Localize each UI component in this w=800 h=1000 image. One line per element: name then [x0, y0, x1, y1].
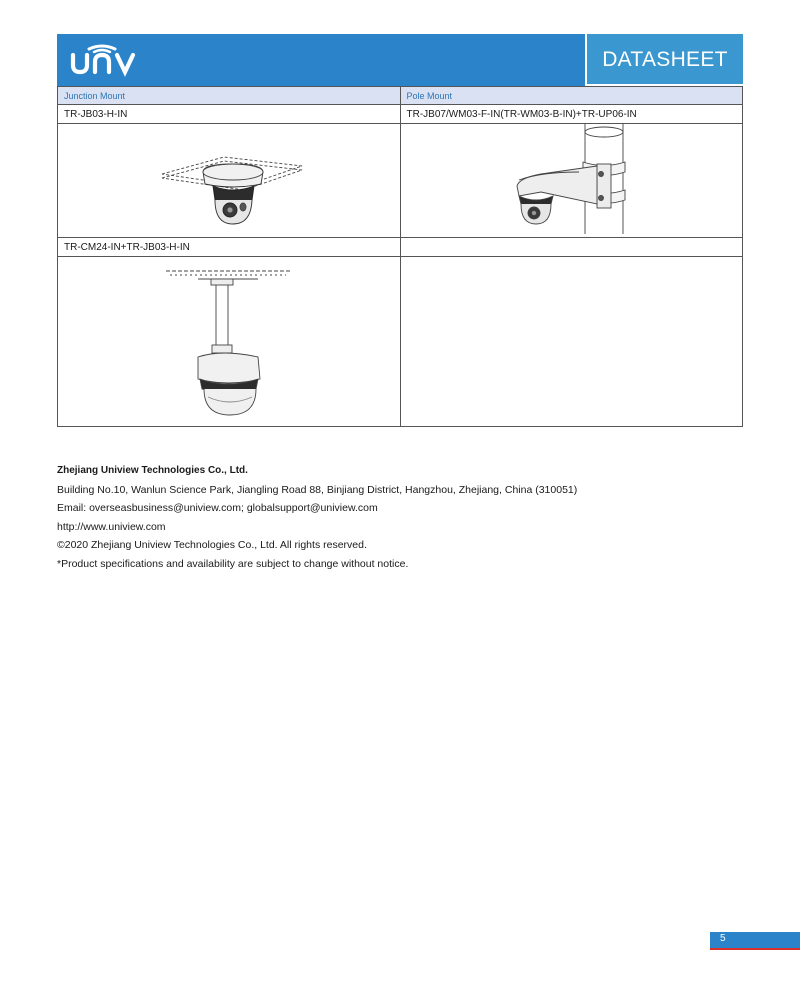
website-link[interactable]: http://www.uniview.com [57, 520, 166, 533]
datasheet-label: DATASHEET [585, 34, 743, 86]
model-label: TR-JB07/WM03-F-IN(TR-WM03-B-IN)+TR-UP06-IN [400, 105, 743, 124]
table-row [58, 257, 743, 427]
company-name: Zhejiang Uniview Technologies Co., Ltd. [57, 465, 248, 476]
contact-block [57, 462, 747, 573]
mounts-table [57, 86, 743, 427]
empty-image-cell [401, 257, 743, 426]
table-row [58, 238, 743, 257]
header-bar [57, 34, 743, 86]
disclaimer-text: *Product specifications and availability are subject to change without notice. [57, 557, 409, 570]
model-label: TR-JB03-H-IN [58, 105, 401, 124]
table-header-row [58, 87, 743, 105]
table-row [58, 124, 743, 238]
model-label: TR-CM24-IN+TR-JB03-H-IN [58, 238, 401, 257]
contact-email: Email: overseasbusiness@uniview.com; globalsupport@uniview.com [57, 502, 378, 514]
junction-mount-image [58, 124, 400, 237]
table-row [58, 105, 743, 124]
page-number: 5 [720, 933, 726, 944]
company-address: Building No.10, Wanlun Science Park, Jiangling Road 88, Binjiang District, Hangzhou, Zhejiang, China (310051) [57, 483, 578, 496]
pendant-mount-image [58, 257, 400, 426]
unv-logo [67, 40, 145, 85]
model-label [400, 238, 743, 257]
page-number-bar [710, 932, 800, 950]
column-header-junction-mount: Junction Mount [58, 87, 401, 105]
copyright-text: ©2020 Zhejiang Uniview Technologies Co., Ltd. All rights reserved. [57, 539, 367, 551]
pole-mount-image [401, 124, 743, 237]
column-header-pole-mount: Pole Mount [400, 87, 743, 105]
